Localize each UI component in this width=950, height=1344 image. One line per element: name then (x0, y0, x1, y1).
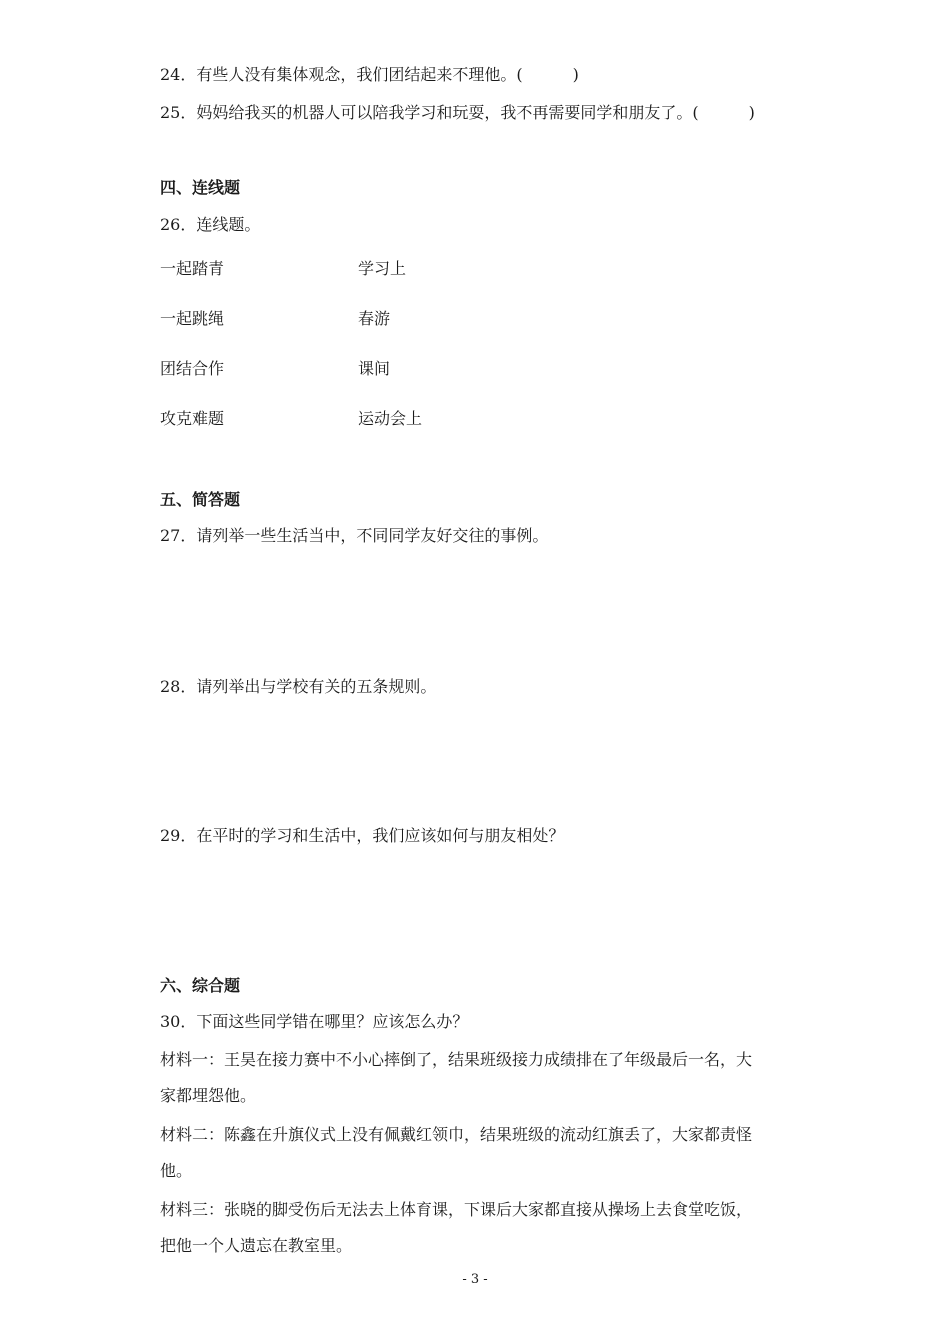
page-number: - 3 - (462, 1272, 488, 1287)
section-5-title: 五、简答题 (160, 490, 241, 509)
material-1-line-1: 材料一：王昊在接力赛中不小心摔倒了，结果班级接力成绩排在了年级最后一名，大 (160, 1050, 753, 1069)
material-2-line-2: 他。 (160, 1161, 193, 1180)
material-3-line-2: 把他一个人遗忘在教室里。 (160, 1236, 353, 1255)
section-6-title: 六、综合题 (160, 976, 241, 995)
question-29: 29．在平时的学习和生活中，我们应该如何与朋友相处？ (160, 826, 565, 845)
match-left-item[interactable]: 一起踏青 (160, 259, 225, 278)
question-30: 30．下面这些同学错在哪里？应该怎么办？ (160, 1012, 469, 1031)
question-24-text: 24．有些人没有集体观念，我们团结起来不理他。( (160, 65, 523, 84)
question-24-close: ) (572, 65, 579, 84)
match-right-item[interactable]: 课间 (358, 359, 391, 378)
material-1-line-2: 家都埋怨他。 (160, 1086, 257, 1105)
match-right-item[interactable]: 春游 (358, 309, 391, 328)
section-4-title: 四、连线题 (160, 178, 241, 197)
match-left-item[interactable]: 攻克难题 (160, 409, 225, 428)
question-28: 28．请列举出与学校有关的五条规则。 (160, 677, 437, 696)
match-left-item[interactable]: 团结合作 (160, 359, 225, 378)
question-25 (160, 103, 755, 123)
question-24 (160, 65, 579, 85)
question-25-text: 25．妈妈给我买的机器人可以陪我学习和玩耍，我不再需要同学和朋友了。( (160, 103, 699, 122)
match-right-item[interactable]: 学习上 (358, 259, 407, 278)
match-right-item[interactable]: 运动会上 (358, 409, 423, 428)
question-25-close: ) (748, 103, 755, 122)
material-2-line-1: 材料二：陈鑫在升旗仪式上没有佩戴红领巾，结果班级的流动红旗丢了，大家都责怪 (160, 1125, 753, 1144)
match-left-item[interactable]: 一起跳绳 (160, 309, 225, 328)
question-26: 26．连线题。 (160, 215, 261, 234)
question-27: 27．请列举一些生活当中，不同同学友好交往的事例。 (160, 526, 549, 545)
material-3-line-1: 材料三：张晓的脚受伤后无法去上体育课，下课后大家都直接从操场上去食堂吃饭， (160, 1200, 753, 1219)
